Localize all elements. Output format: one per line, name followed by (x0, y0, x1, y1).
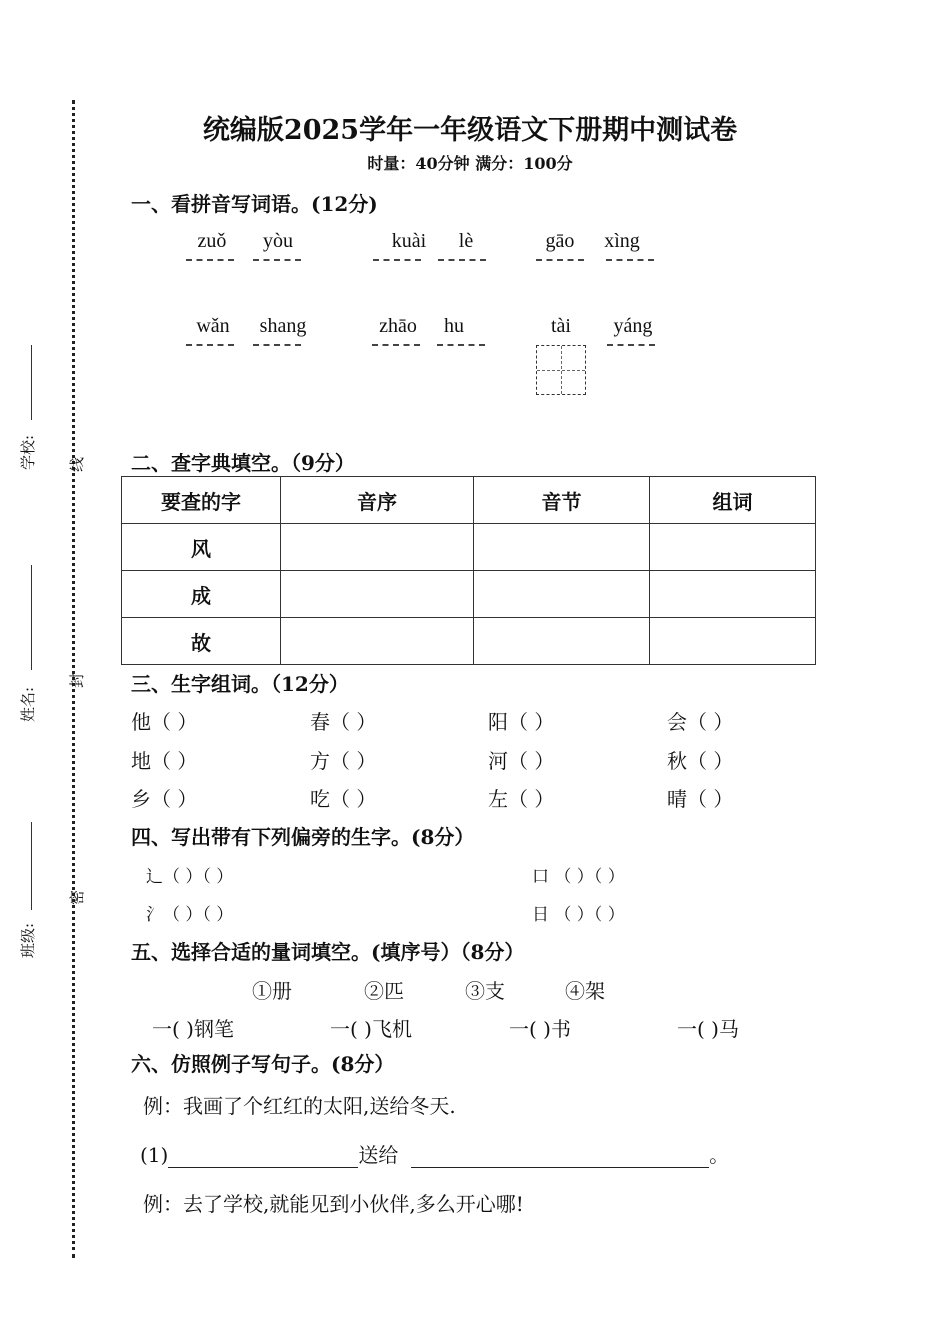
pinyin: yáng (613, 315, 653, 337)
word-item[interactable]: 秋（ ） (667, 749, 734, 773)
answer-line[interactable] (186, 344, 234, 346)
column-header: 音序 (281, 477, 474, 524)
answer-blank[interactable] (168, 1149, 358, 1168)
school-label: 学校: (19, 434, 37, 470)
word-item[interactable]: 吃（ ） (310, 787, 377, 811)
column-header: 组词 (650, 477, 816, 524)
word-item[interactable]: 他（ ） (131, 710, 198, 734)
radical-item[interactable]: 口 （ ）（ ） (532, 867, 625, 887)
class-label: 班级: (19, 922, 37, 958)
section-4-title: 四、写出带有下列偏旁的生字。(8分） (131, 825, 475, 849)
radical-item[interactable]: 氵（ ）（ ） (146, 905, 234, 925)
table-header-row (122, 477, 816, 524)
answer-line[interactable] (438, 259, 486, 261)
word-item[interactable]: 晴（ ） (667, 787, 734, 811)
seal-char-secret: 密 (68, 889, 86, 905)
measure-word-item[interactable]: 一( )马 (677, 1017, 739, 1041)
answer-line[interactable] (186, 259, 234, 261)
seal-char-seal: 封 (68, 672, 86, 688)
column-header: 音节 (474, 477, 650, 524)
pinyin: gāo (545, 230, 575, 252)
page-title: 统编版2025学年一年级语文下册期中测试卷 (202, 115, 738, 146)
word-item[interactable]: 方（ ） (310, 749, 377, 773)
section-5-title: 五、选择合适的量词填空。(填序号）（8分） (131, 940, 525, 964)
pinyin: xìng (604, 230, 640, 252)
question-number: (1) (140, 1143, 169, 1167)
seal-char-line: 线 (68, 456, 86, 472)
word-item[interactable]: 左（ ） (488, 787, 555, 811)
lookup-char: 风 (122, 524, 281, 571)
measure-word-item[interactable]: 一( )飞机 (330, 1017, 412, 1041)
answer-line[interactable] (607, 344, 655, 346)
option-item: ④架 (565, 979, 605, 1003)
answer-cell[interactable] (650, 571, 816, 618)
section-2-title: 二、查字典填空。（9分） (131, 451, 355, 475)
lookup-char: 成 (122, 571, 281, 618)
radical-item[interactable]: 辶（ ）（ ） (146, 867, 234, 887)
answer-cell[interactable] (474, 571, 650, 618)
pinyin: lè (458, 230, 474, 252)
answer-cell[interactable] (281, 524, 474, 571)
pinyin: zuǒ (197, 230, 227, 252)
dictionary-table (121, 476, 816, 665)
word-item[interactable]: 春（ ） (310, 710, 377, 734)
option-item: ①册 (252, 979, 292, 1003)
answer-cell[interactable] (281, 618, 474, 665)
measure-word-item[interactable]: 一( )钢笔 (152, 1017, 234, 1041)
section-1-title: 一、看拼音写词语。(12分) (131, 192, 378, 216)
name-label: 姓名: (19, 686, 37, 722)
table-row (122, 524, 816, 571)
word-item[interactable]: 会（ ） (667, 710, 734, 734)
school-blank-line (31, 345, 32, 420)
class-blank-line (31, 822, 32, 910)
question-end: 。 (709, 1143, 730, 1167)
pinyin: shang (259, 315, 307, 337)
answer-line[interactable] (253, 259, 301, 261)
answer-cell[interactable] (650, 524, 816, 571)
answer-cell[interactable] (281, 571, 474, 618)
pinyin: tài (551, 315, 571, 337)
option-item: ②匹 (364, 979, 404, 1003)
example-sentence-1: 例：我画了个红红的太阳,送给冬天. (143, 1094, 456, 1118)
word-item[interactable]: 阳（ ） (488, 710, 555, 734)
table-row (122, 618, 816, 665)
exam-info: 时量：40分钟 满分：100分 (367, 154, 573, 173)
pinyin: kuài (391, 230, 427, 252)
answer-cell[interactable] (474, 618, 650, 665)
radical-item[interactable]: 日 （ ）（ ） (532, 905, 625, 925)
answer-line[interactable] (536, 259, 584, 261)
answer-blank[interactable] (411, 1149, 709, 1168)
answer-cell[interactable] (650, 618, 816, 665)
question-connector: 送给 (358, 1143, 399, 1167)
answer-line[interactable] (372, 344, 420, 346)
table-row (122, 571, 816, 618)
answer-line[interactable] (606, 259, 654, 261)
answer-line[interactable] (437, 344, 485, 346)
word-item[interactable]: 乡（ ） (131, 787, 198, 811)
lookup-char: 故 (122, 618, 281, 665)
name-blank-line (31, 565, 32, 670)
pinyin: wǎn (196, 315, 230, 337)
pinyin: zhāo (379, 315, 417, 337)
answer-line[interactable] (253, 344, 301, 346)
answer-cell[interactable] (474, 524, 650, 571)
example-sentence-2: 例：去了学校,就能见到小伙伴,多么开心哪! (143, 1192, 524, 1216)
column-header: 要查的字 (122, 477, 281, 524)
section-3-title: 三、生字组词。（12分） (131, 672, 349, 696)
word-item[interactable]: 河（ ） (488, 749, 555, 773)
measure-word-item[interactable]: 一( )书 (509, 1017, 571, 1041)
pinyin: hu (444, 315, 464, 337)
pinyin: yòu (263, 230, 293, 252)
answer-line[interactable] (373, 259, 421, 261)
option-item: ③支 (465, 979, 505, 1003)
word-item[interactable]: 地（ ） (131, 749, 198, 773)
writing-grid-box[interactable] (536, 345, 586, 395)
sentence-question-1 (140, 1139, 729, 1168)
section-6-title: 六、仿照例子写句子。(8分） (131, 1052, 395, 1076)
